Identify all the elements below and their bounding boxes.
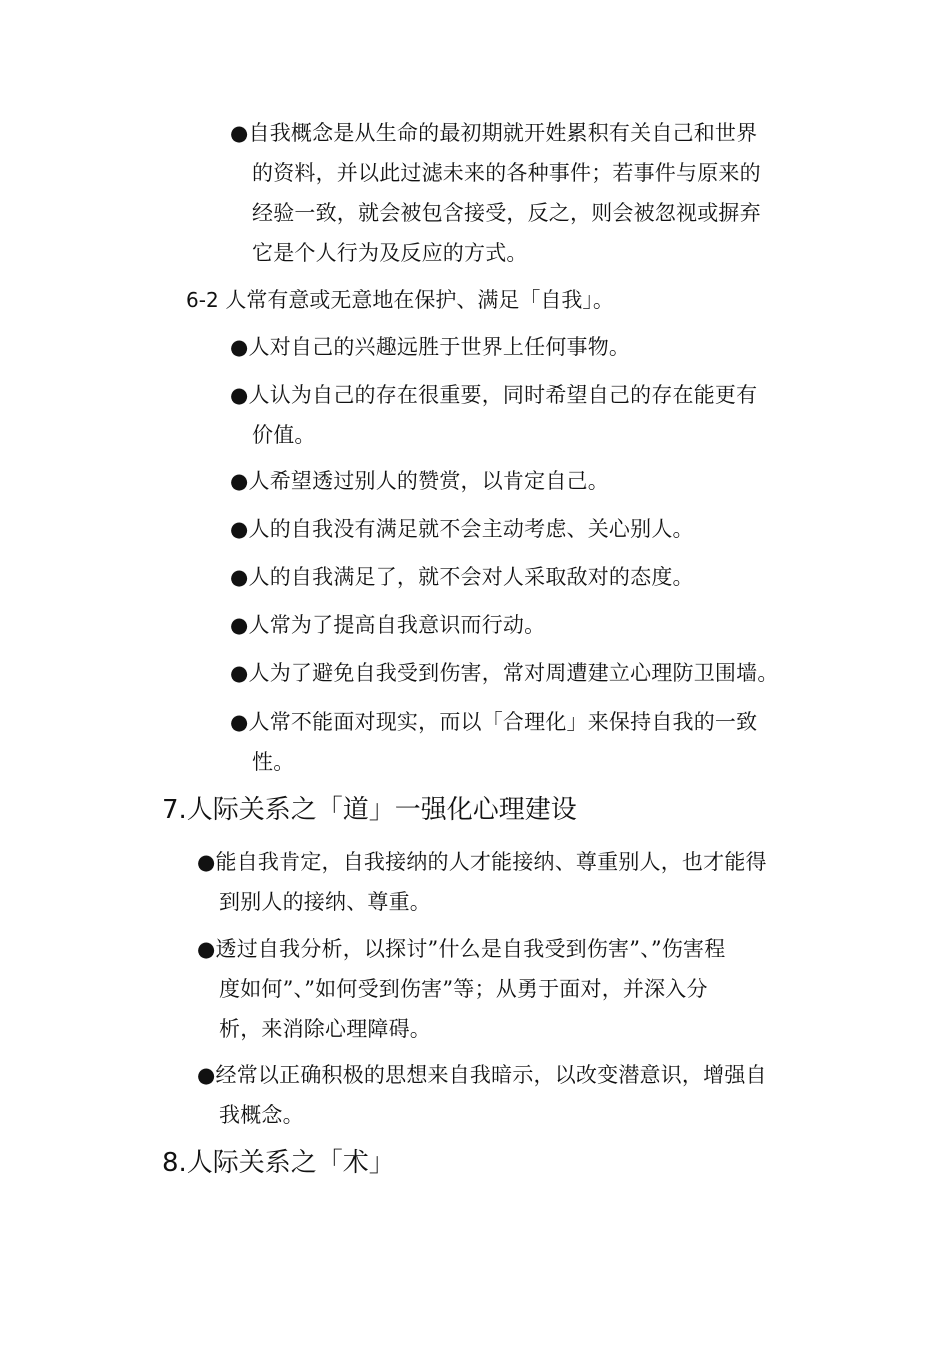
text-line: ●人的自我满足了，就不会对人采取敌对的态度。 (230, 565, 694, 589)
bullet-self-suggestion (197, 1055, 767, 1135)
bullet-self-affirmation (197, 842, 767, 922)
text-line: 经验一致，就会被包含接受，反之，则会被忽视或摒弃 (252, 201, 761, 225)
text-line: ●人常不能面对现实，而以「合理化」来保持自我的一致 (230, 710, 758, 734)
text-line: ●人希望透过别人的赞赏，以肯定自己。 (230, 469, 609, 493)
bullet-self-interest (230, 327, 630, 367)
bullet-rationalization (230, 702, 757, 782)
subheading-text: 人常有意或无意地在保护、满足「自我」。 (225, 288, 614, 312)
text-line: ●人的自我没有满足就不会主动考虑、关心别人。 (230, 517, 694, 541)
bullet-self-concept (230, 113, 761, 273)
bullet-self-importance (230, 375, 757, 455)
text-line: 到别人的接纳、尊重。 (219, 890, 431, 914)
text-line: ●人为了避免自我受到伤害，常对周遭建立心理防卫围墙。 (230, 661, 779, 685)
bullet-self-analysis (197, 929, 725, 1049)
bullet-unsatisfied-ego (230, 509, 694, 549)
text-line: 析，来消除心理障碍。 (219, 1017, 431, 1041)
text-line: ●人认为自己的存在很重要，同时希望自己的存在能更有 (230, 383, 758, 407)
text-line: 度如何”、”如何受到伤害”等；从勇于面对，并深入分 (219, 977, 708, 1001)
bullet-praise (230, 461, 609, 501)
text-line: 价值。 (252, 423, 316, 447)
text-line: ●能自我肯定，自我接纳的人才能接纳、尊重别人，也才能得 (197, 850, 767, 874)
text-line: ●透过自我分析，以探讨”什么是自我受到伤害”、”伤害程 (197, 937, 726, 961)
bullet-self-awareness (230, 605, 545, 645)
text-line: ●人对自己的兴趣远胜于世界上任何事物。 (230, 335, 631, 359)
text-line: ●经常以正确积极的思想来自我暗示，以改变潜意识，增强自 (197, 1063, 767, 1087)
subheading-number: 6-2 (186, 288, 219, 312)
text-line: ●自我概念是从生命的最初期就开姓累积有关自己和世界 (230, 121, 758, 145)
text-line: 它是个人行为及反应的方式。 (252, 241, 528, 265)
subheading-6-2 (186, 280, 614, 320)
heading-7: 7.人际关系之「道」一强化心理建设 (162, 795, 577, 825)
bullet-satisfied-ego (230, 557, 694, 597)
text-line: 性。 (252, 750, 295, 774)
heading-8: 8.人际关系之「术」 (162, 1148, 395, 1178)
text-line: 我概念。 (219, 1103, 304, 1127)
bullet-defense-wall (230, 653, 779, 693)
text-line: 的资料，并以此过滤未来的各种事件；若事件与原来的 (252, 161, 761, 185)
text-line: ●人常为了提高自我意识而行动。 (230, 613, 546, 637)
